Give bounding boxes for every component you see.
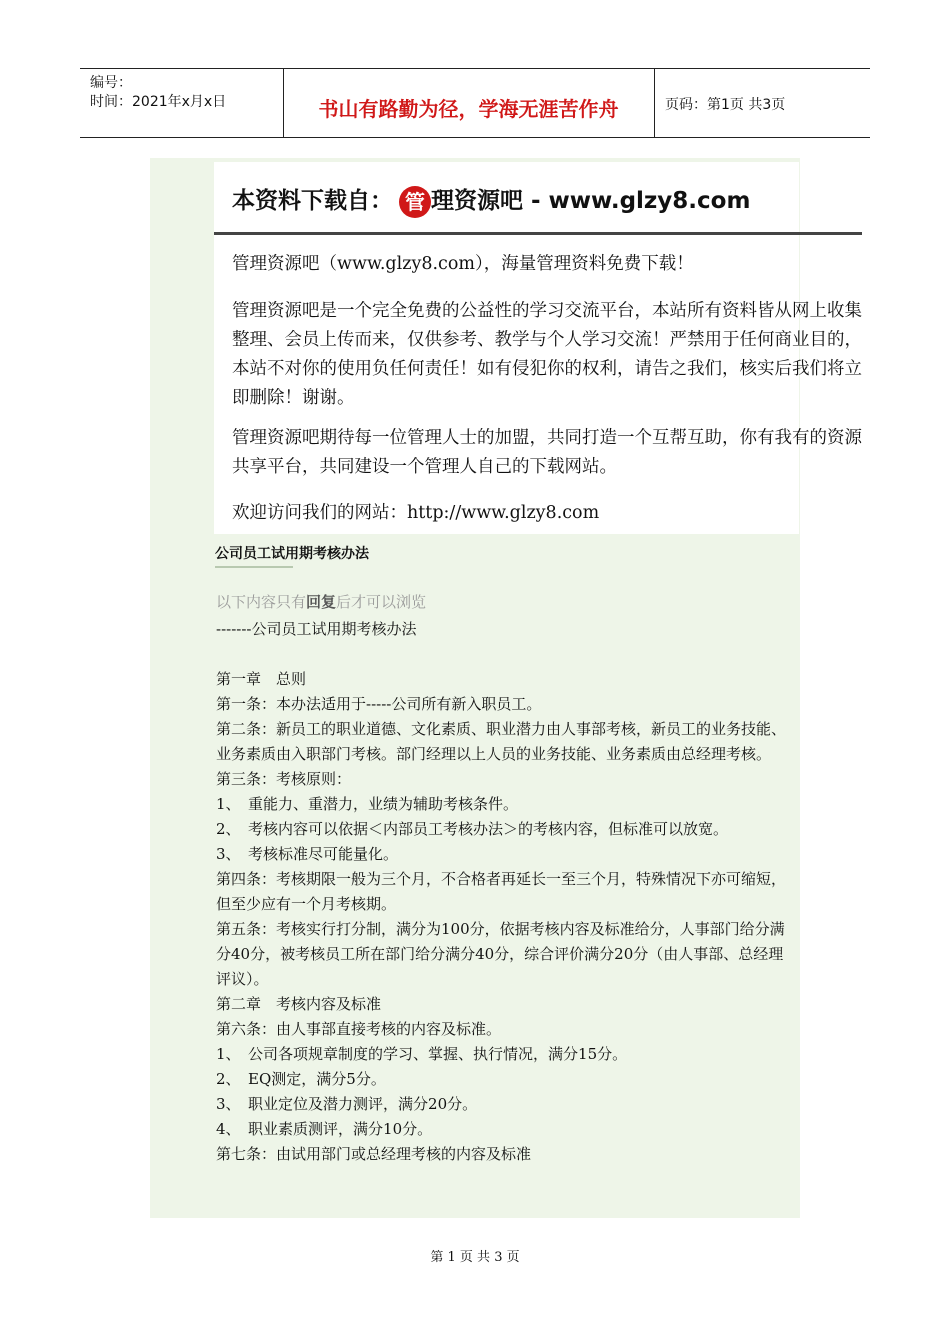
notice-text-a: 以下内容只有 — [216, 593, 307, 611]
site-logo-icon: 管 — [399, 186, 431, 218]
body-line: 第三条：考核原则： — [216, 770, 352, 788]
body-line: 4、 职业素质测评，满分10分。 — [216, 1120, 433, 1138]
banner-line-1: 管理资源吧（www.glzy8.com），海量管理资料免费下载！ — [232, 254, 694, 274]
time-label: 时间：2021年x月x日 — [90, 94, 227, 110]
page-header — [80, 68, 870, 138]
body-line: 第六条：由人事部直接考核的内容及标准。 — [216, 1020, 502, 1038]
body-line: 2、 EQ测定，满分5分。 — [216, 1070, 386, 1088]
spacer — [216, 642, 789, 667]
banner-title-prefix: 本资料下载自： — [232, 188, 393, 214]
body-line: 第二条：新员工的职业道德、文化素质、职业潜力由人事部考核，新员工的业务技能、业务素质由入职部门考核。部门经理以上人员的业务技能、业务素质由总经理考核。 — [216, 720, 787, 763]
body-line: 3、 考核标准尽可能量化。 — [216, 845, 399, 863]
body-line: 2、 考核内容可以依据＜内部员工考核办法＞的考核内容，但标准可以放宽。 — [216, 820, 729, 838]
banner-title — [232, 182, 750, 218]
page-footer: 第 1 页 共 3 页 — [430, 1250, 520, 1265]
motto: 书山有路勤为径，学海无涯苦作舟 — [318, 97, 619, 121]
notice-reply: 回复 — [306, 593, 337, 611]
body-line: 第一条：本办法适用于-----公司所有新入职员工。 — [216, 695, 542, 713]
reply-notice — [216, 591, 426, 612]
notice-text-c: 后才可以浏览 — [336, 593, 427, 611]
title-underline — [215, 566, 293, 568]
banner-divider — [214, 232, 862, 235]
banner-paragraph-3: 管理资源吧期待每一位管理人士的加盟，共同打造一个互帮互助，你有我有的资源共享平台，共同建设一个管理人自己的下载网站。 — [232, 428, 862, 477]
body-line: 1、 公司各项规章制度的学习、掌握、执行情况，满分15分。 — [216, 1045, 628, 1063]
header-motto-cell — [283, 69, 655, 137]
body-line: 第二章 考核内容及标准 — [216, 995, 382, 1013]
page-info: 页码：第1页 共3页 — [665, 97, 786, 113]
body-line: 第一章 总则 — [216, 670, 307, 688]
banner-title-suffix: 理资源吧 - www.glzy8.com — [431, 188, 751, 214]
header-meta-cell — [80, 69, 284, 137]
serial-label: 编号： — [90, 75, 132, 91]
document-body — [216, 617, 789, 1167]
body-line: 第五条：考核实行打分制，满分为100分，依据考核内容及标准给分，人事部门给分满分40分，被考核员工所在部门给分满分40分，综合评价满分20分（由人事部、总经理评议）。 — [216, 920, 785, 988]
banner-line-4: 欢迎访问我们的网站：http://www.glzy8.com — [232, 503, 600, 523]
document-subtitle: -------公司员工试用期考核办法 — [216, 620, 417, 638]
body-line: 1、 重能力、重潜力，业绩为辅助考核条件。 — [216, 795, 519, 813]
body-line: 3、 职业定位及潜力测评，满分20分。 — [216, 1095, 478, 1113]
download-banner — [214, 162, 862, 534]
body-line: 第七条：由试用部门或总经理考核的内容及标准 — [216, 1145, 532, 1163]
banner-paragraph-2: 管理资源吧是一个完全免费的公益性的学习交流平台，本站所有资料皆从网上收集整理、会员上传而来，仅供参考、教学与个人学习交流！严禁用于任何商业目的，本站不对你的使用负任何责任！如有侵犯你的权利，请告之我们，核实后我们将立即删除！谢谢。 — [232, 301, 862, 408]
body-line: 第四条：考核期限一般为三个月，不合格者再延长一至三个月，特殊情况下亦可缩短，但至少应有一个月考核期。 — [216, 870, 787, 913]
document-title-link[interactable]: 公司员工试用期考核办法 — [215, 546, 369, 562]
header-page-cell — [655, 69, 870, 137]
